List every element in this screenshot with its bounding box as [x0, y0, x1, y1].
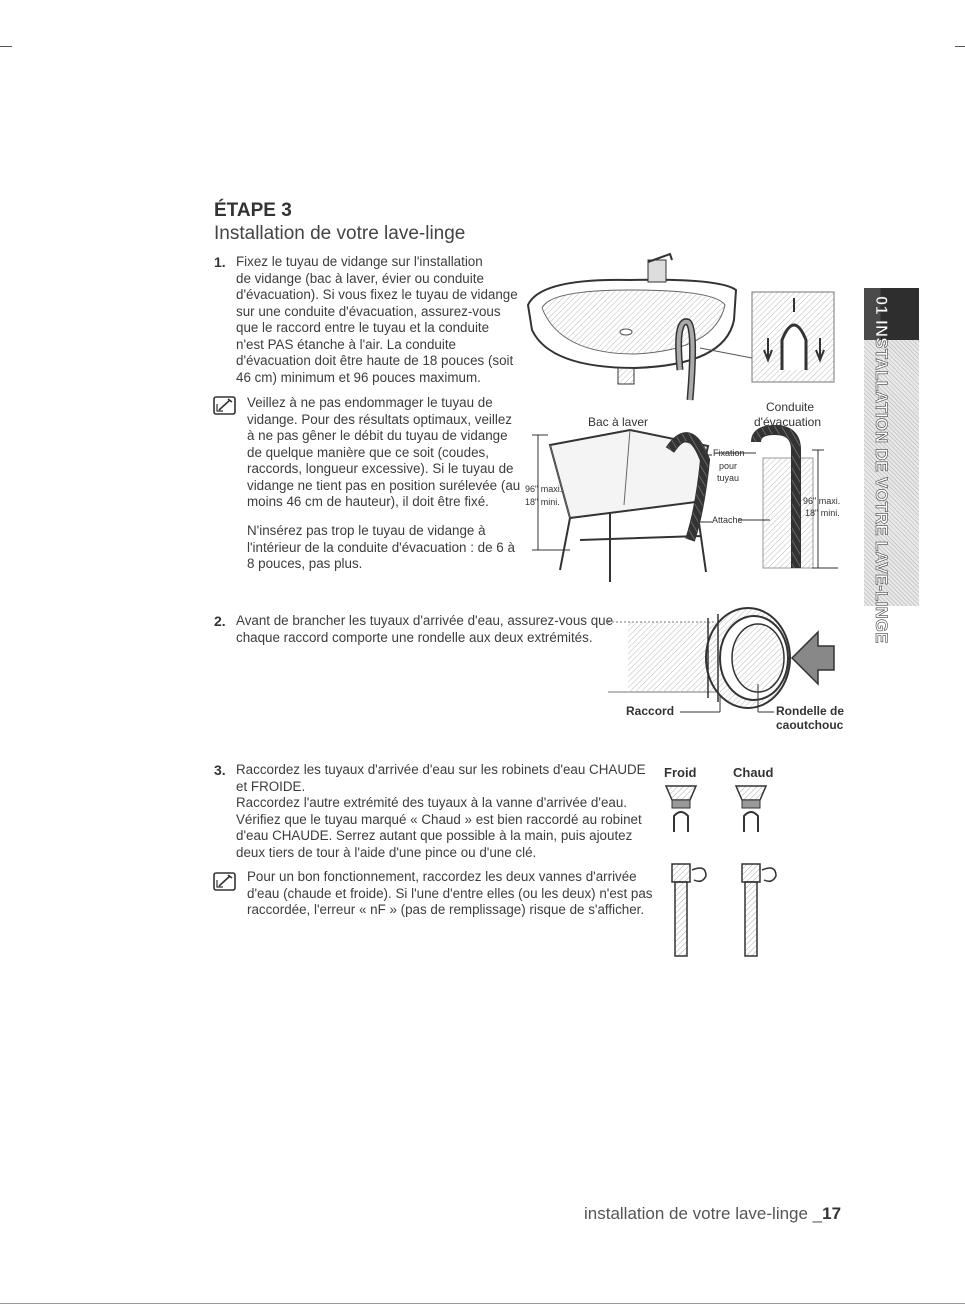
label-evacuation: d'évacuation	[754, 415, 822, 429]
item-3-note	[247, 869, 657, 919]
item-1-text	[236, 254, 526, 386]
note-line: raccords, longueur excessive). Si le tuyau de	[247, 461, 514, 476]
item-1-line: de vidange (bac à laver, évier ou conduite	[236, 270, 484, 286]
item-2-line: chaque raccord comporte une rondelle aux deux extrémités.	[236, 629, 593, 645]
note-line: moins 46 cm de hauteur), il doit être fixé.	[247, 494, 489, 509]
note-line: raccordée, l'erreur « nF » (pas de remplissage) risque de s'afficher.	[247, 902, 645, 917]
label-caoutchouc: caoutchouc	[776, 718, 844, 732]
item-3-line: Vérifiez que le tuyau marqué « Chaud » est bien raccordé au robinet	[236, 811, 642, 827]
label-pour: pour	[719, 461, 738, 471]
item-3-text	[236, 762, 656, 861]
item-2-number: 2.	[214, 613, 226, 629]
label-bac-a-laver: Bac à laver	[588, 415, 649, 429]
label-tuyau: tuyau	[717, 473, 740, 483]
item-1-number: 1.	[214, 254, 226, 270]
step-title: ÉTAPE 3	[214, 200, 292, 221]
label-froid: Froid	[664, 765, 697, 780]
cold-tap	[666, 786, 706, 956]
label-conduite: Conduite	[766, 400, 815, 414]
footer-text: installation de votre lave-linge _	[584, 1204, 823, 1223]
note-line: Veillez à ne pas endommager le tuyau de	[247, 395, 493, 410]
item-3-line: Raccordez l'autre extrémité des tuyaux à la vanne d'arrivée d'eau.	[236, 795, 628, 810]
note-line: vidange ne tient pas en position surélevée (au	[247, 477, 521, 493]
hot-tap	[736, 786, 776, 956]
label-attache: Attache	[712, 515, 743, 525]
note-line: à ne pas gêner le débit du tuyau de vidange	[247, 428, 508, 443]
faucet-connection-illustration	[650, 780, 810, 960]
page-footer	[584, 1204, 841, 1224]
hose-washer-illustration	[608, 600, 838, 715]
item-3-line: d'eau CHAUDE. Serrez autant que possible à la main, puis ajoutez	[236, 828, 633, 843]
note-line: l'intérieur de la conduite d'évacuation : de 6 à	[247, 539, 515, 555]
note-line: Pour un bon fonctionnement, raccordez les deux vannes d'arrivée	[247, 869, 637, 884]
bottom-rule	[0, 1303, 965, 1304]
label-min-left: 18" mini.	[525, 497, 560, 507]
item-1-line: d'évacuation). Si vous fixez le tuyau de vidange	[236, 287, 518, 302]
item-1-line: n'est PAS étanche à l'air. La conduite	[236, 336, 457, 352]
item-1-line: d'évacuation doit être haute de 18 pouces (soit	[236, 353, 514, 368]
item-1-note-2	[247, 523, 527, 573]
label-max-left: 96" maxi.	[525, 484, 563, 494]
label-raccord: Raccord	[626, 704, 675, 718]
note-icon	[213, 396, 237, 416]
item-1-note	[247, 395, 527, 511]
item-1-line: que le raccord entre le tuyau et la conduite	[236, 320, 490, 335]
label-chaud: Chaud	[733, 765, 774, 780]
note-line: d'eau (chaude et froide). Si l'une d'entre elles (ou les deux) n'est pas	[247, 885, 653, 901]
note-line: vidange. Pour des résultats optimaux, veillez	[247, 411, 512, 427]
item-1-line: sur une conduite d'évacuation, assurez-vous	[236, 303, 501, 319]
note-line: de quelque manière que ce soit (coudes,	[247, 444, 489, 460]
step-subtitle: Installation de votre lave-linge	[214, 223, 466, 244]
note-line: 8 pouces, pas plus.	[247, 556, 363, 571]
note-icon	[213, 872, 237, 892]
label-rondelle: Rondelle de	[776, 704, 845, 718]
item-3-number: 3.	[214, 762, 226, 778]
item-3-line: et FROIDE.	[236, 778, 306, 794]
item-1-line: 46 cm) minimum et 96 pouces maximum.	[236, 369, 481, 385]
label-fixation: Fixation	[713, 448, 745, 458]
label-max-right: 96" maxi.	[803, 496, 841, 506]
item-3-line: deux tiers de tour à l'aide d'une pince ou d'une clé.	[236, 844, 537, 860]
page-number: 17	[822, 1204, 842, 1223]
crop-mark-top-left	[0, 46, 12, 47]
sink-illustration	[528, 254, 736, 400]
item-2-line: Avant de brancher les tuyaux d'arrivée d'eau, assurez-vous que	[236, 613, 614, 628]
label-min-right: 18" mini.	[805, 508, 840, 518]
item-3-line: Raccordez les tuyaux d'arrivée d'eau sur les robinets d'eau CHAUDE	[236, 762, 646, 777]
item-2-text	[236, 613, 626, 646]
item-1-line: Fixez le tuyau de vidange sur l'installation	[236, 254, 483, 269]
chapter-side-tab-label: 01 INSTALLATION DE VOTRE LAVE-LINGE	[872, 296, 890, 644]
crop-mark-top-right	[955, 46, 965, 47]
note-line: N'insérez pas trop le tuyau de vidange à	[247, 523, 486, 538]
